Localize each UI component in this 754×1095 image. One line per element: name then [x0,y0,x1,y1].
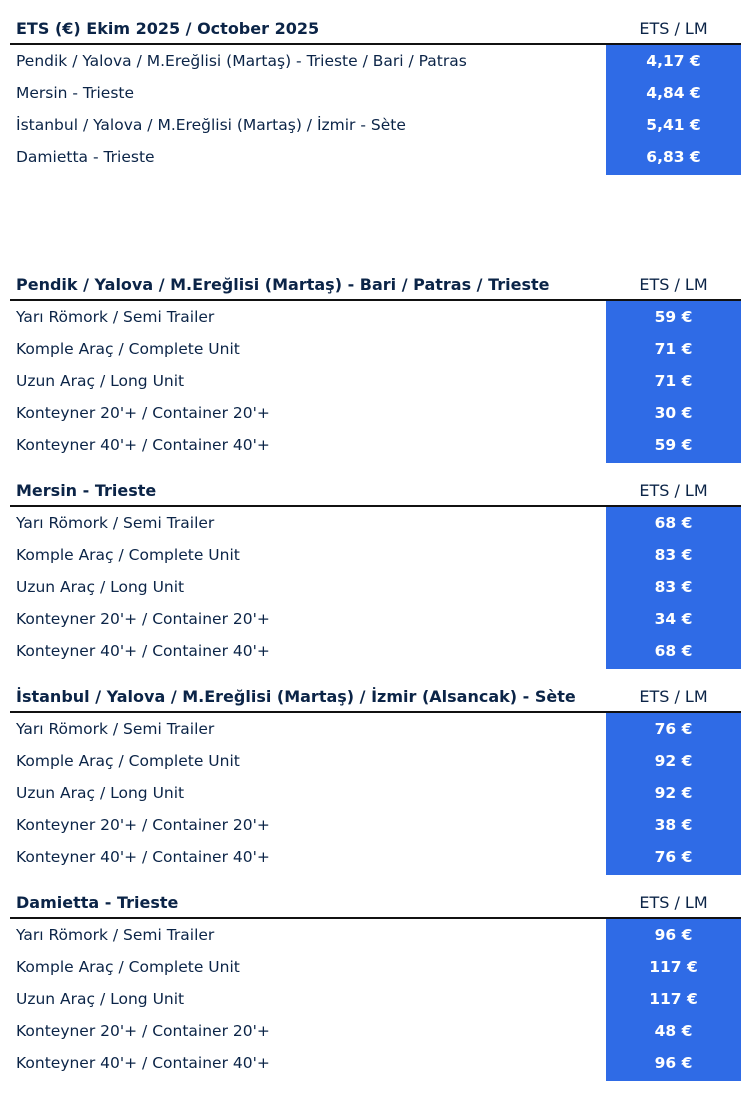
rate-value: 117 € [606,983,741,1015]
unit-type-label: Konteyner 40'+ / Container 40'+ [16,1054,270,1072]
rate-value: 96 € [606,919,741,951]
rate-value: 68 € [606,507,741,539]
route-label: Damietta - Trieste [16,148,155,166]
route-label: Mersin - Trieste [16,84,135,102]
unit-type-label: Uzun Araç / Long Unit [16,990,185,1008]
table-row [10,571,741,603]
rate-value: 59 € [606,301,741,333]
table-row [10,983,741,1015]
table-row [10,301,741,333]
table-row [10,365,741,397]
table-header [10,475,741,507]
table-row [10,141,741,173]
unit-type-label: Yarı Römork / Semi Trailer [16,514,215,532]
rate-value: 68 € [606,635,741,669]
rate-value: 96 € [606,1047,741,1081]
rate-value: 76 € [606,841,741,875]
rate-value: 5,41 € [606,109,741,141]
route-table-damietta-trieste [10,887,741,1079]
table-row [10,397,741,429]
route-label: İstanbul / Yalova / M.Ereğlisi (Martaş) / İzmir - Sète [16,116,406,134]
table-row [10,507,741,539]
table-row [10,429,741,461]
route-table-pendik-trieste [10,269,741,461]
table-row [10,603,741,635]
column-header: ETS / LM [639,481,708,500]
table-row [10,109,741,141]
unit-type-label: Komple Araç / Complete Unit [16,958,240,976]
table-row [10,333,741,365]
rate-value: 34 € [606,603,741,635]
table-title: Mersin - Trieste [16,481,157,500]
table-title: Damietta - Trieste [16,893,179,912]
rate-value: 117 € [606,951,741,983]
rate-value: 38 € [606,809,741,841]
table-row [10,745,741,777]
table-title: ETS (€) Ekim 2025 / October 2025 [16,19,320,38]
route-table-istanbul-sete [10,681,741,873]
unit-type-label: Konteyner 40'+ / Container 40'+ [16,642,270,660]
unit-type-label: Uzun Araç / Long Unit [16,372,185,390]
unit-type-label: Konteyner 20'+ / Container 20'+ [16,816,270,834]
table-row [10,919,741,951]
unit-type-label: Yarı Römork / Semi Trailer [16,308,215,326]
unit-type-label: Konteyner 40'+ / Container 40'+ [16,848,270,866]
rate-value: 6,83 € [606,141,741,175]
table-row [10,777,741,809]
rate-value: 30 € [606,397,741,429]
unit-type-label: Konteyner 20'+ / Container 20'+ [16,404,270,422]
ets-rate-table-october-2025 [10,13,741,173]
table-header [10,13,741,45]
rate-value: 4,17 € [606,45,741,77]
unit-type-label: Konteyner 20'+ / Container 20'+ [16,1022,270,1040]
table-header [10,269,741,301]
table-row [10,635,741,667]
unit-type-label: Yarı Römork / Semi Trailer [16,926,215,944]
unit-type-label: Konteyner 20'+ / Container 20'+ [16,610,270,628]
rate-value: 92 € [606,745,741,777]
table-title: İstanbul / Yalova / M.Ereğlisi (Martaş) / İzmir (Alsancak) - Sète [16,687,576,706]
table-row [10,77,741,109]
table-row [10,1015,741,1047]
table-row [10,713,741,745]
column-header: ETS / LM [639,893,708,912]
unit-type-label: Komple Araç / Complete Unit [16,546,240,564]
table-header [10,681,741,713]
table-title: Pendik / Yalova / M.Ereğlisi (Martaş) - Bari / Patras / Trieste [16,275,550,294]
rate-value: 83 € [606,539,741,571]
route-table-mersin-trieste [10,475,741,667]
unit-type-label: Komple Araç / Complete Unit [16,752,240,770]
rate-value: 4,84 € [606,77,741,109]
table-row [10,539,741,571]
rate-value: 48 € [606,1015,741,1047]
unit-type-label: Komple Araç / Complete Unit [16,340,240,358]
unit-type-label: Uzun Araç / Long Unit [16,784,185,802]
unit-type-label: Yarı Römork / Semi Trailer [16,720,215,738]
rate-value: 71 € [606,365,741,397]
table-header [10,887,741,919]
table-row [10,951,741,983]
route-label: Pendik / Yalova / M.Ereğlisi (Martaş) - Trieste / Bari / Patras [16,52,467,70]
table-row [10,45,741,77]
rate-value: 83 € [606,571,741,603]
rate-value: 59 € [606,429,741,463]
rate-value: 71 € [606,333,741,365]
table-row [10,1047,741,1079]
column-header: ETS / LM [639,687,708,706]
rate-value: 92 € [606,777,741,809]
unit-type-label: Uzun Araç / Long Unit [16,578,185,596]
column-header: ETS / LM [639,19,708,38]
column-header: ETS / LM [639,275,708,294]
rate-value: 76 € [606,713,741,745]
table-row [10,809,741,841]
table-row [10,841,741,873]
unit-type-label: Konteyner 40'+ / Container 40'+ [16,436,270,454]
